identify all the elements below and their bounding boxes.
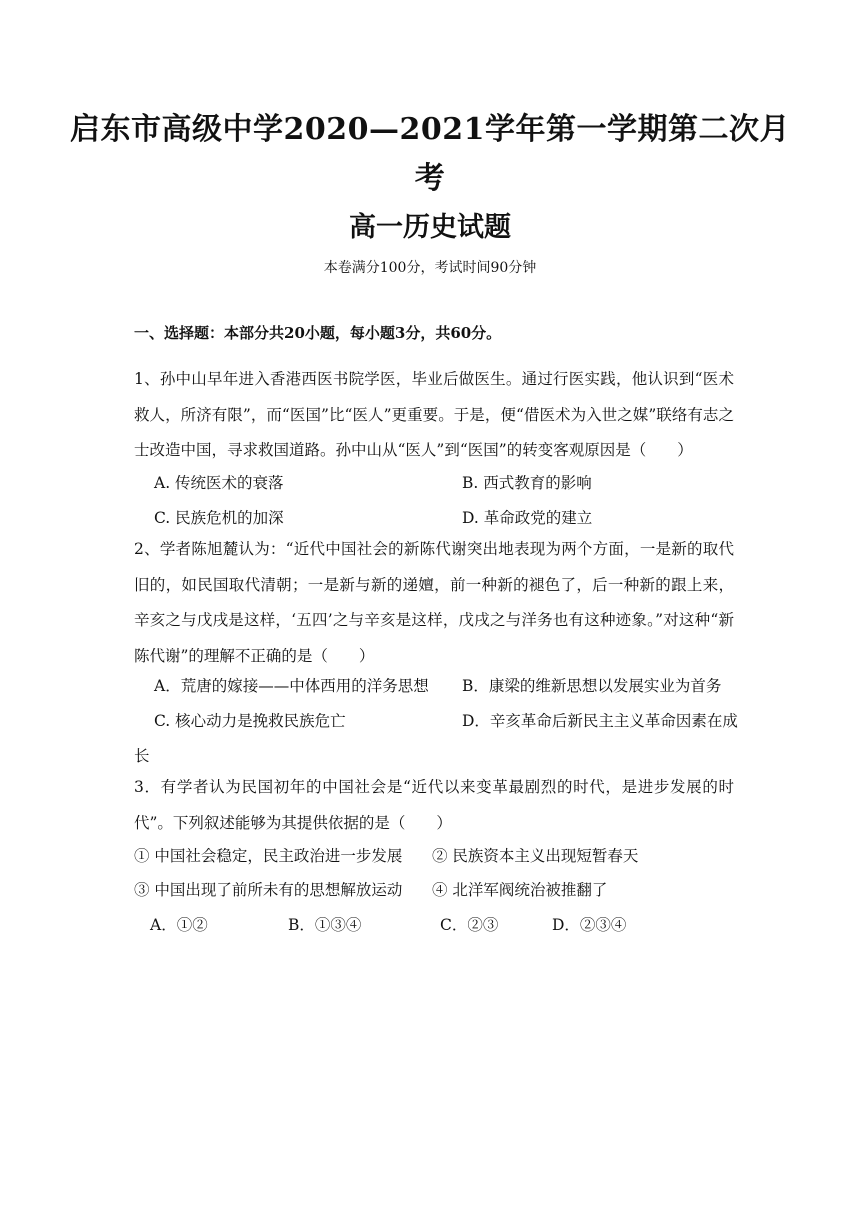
question-2-option-d: D．辛亥革命后新民主主义革命因素在成 xyxy=(462,712,738,730)
exam-subtitle: 高一历史试题 xyxy=(349,212,511,243)
question-1-option-a: A. 传统医术的衰落 xyxy=(154,474,284,492)
question-3-statement-4: ④ 北洋军阀统治被推翻了 xyxy=(432,881,608,899)
question-2-option-b: B．康梁的维新思想以发展实业为首务 xyxy=(462,677,722,695)
section-heading: 一、选择题：本部分共20小题，每小题3分，共60分。 xyxy=(134,324,502,342)
question-2-stem: 2、学者陈旭麓认为：“近代中国社会的新陈代谢突出地表现为两个方面，一是新的取代旧的，如民国取代清朝；一是新与新的递嬗，前一种新的褪色了，后一种新的跟上来，辛亥之与戊戌是这样，‘五四’之与辛亥是这样，戊戌之与洋务也有这种迹象。”对这种“新陈代谢”的理解不正确的是（ ） xyxy=(134,540,734,665)
question-3-statement-2: ② 民族资本主义出现短暂春天 xyxy=(432,847,639,865)
question-2-option-c: C. 核心动力是挽救民族危亡 xyxy=(154,712,346,730)
question-3-option-c: C．②③ xyxy=(440,916,499,934)
question-1-option-c: C. 民族危机的加深 xyxy=(154,509,284,527)
question-3-option-d: D．②③④ xyxy=(552,916,627,934)
question-1-stem: 1、孙中山早年进入香港西医书院学医，毕业后做医生。通过行医实践，他认识到“医术救人，所济有限”，而“医国”比“医人”更重要。于是，便“借医术为入世之媒”联络有志之士改造中国，寻求救国道路。孙中山从“医人”到“医国”的转变客观原因是（ ） xyxy=(134,370,734,459)
question-3-option-b: B．①③④ xyxy=(288,916,362,934)
exam-note: 本卷满分100分，考试时间90分钟 xyxy=(323,260,537,276)
question-1-option-b: B. 西式教育的影响 xyxy=(462,474,592,492)
exam-title-line1: 启东市高级中学2020—2021学年第一学期第二次月 xyxy=(70,112,790,147)
question-3-statement-1: ① 中国社会稳定，民主政治进一步发展 xyxy=(134,847,403,865)
question-2-option-a: A．荒唐的嫁接——中体西用的洋务思想 xyxy=(154,677,429,695)
exam-title-line2: 考 xyxy=(414,161,446,196)
question-2-option-d-continued: 长 xyxy=(134,747,150,765)
question-3-statement-3: ③ 中国出现了前所未有的思想解放运动 xyxy=(134,881,403,899)
question-1-option-d: D. 革命政党的建立 xyxy=(462,509,593,527)
question-3-option-a: A．①② xyxy=(150,916,208,934)
question-3-stem: 3．有学者认为民国初年的中国社会是“近代以来变革最剧烈的时代，是进步发展的时代”。下列叙述能够为其提供依据的是（ ） xyxy=(134,778,734,832)
